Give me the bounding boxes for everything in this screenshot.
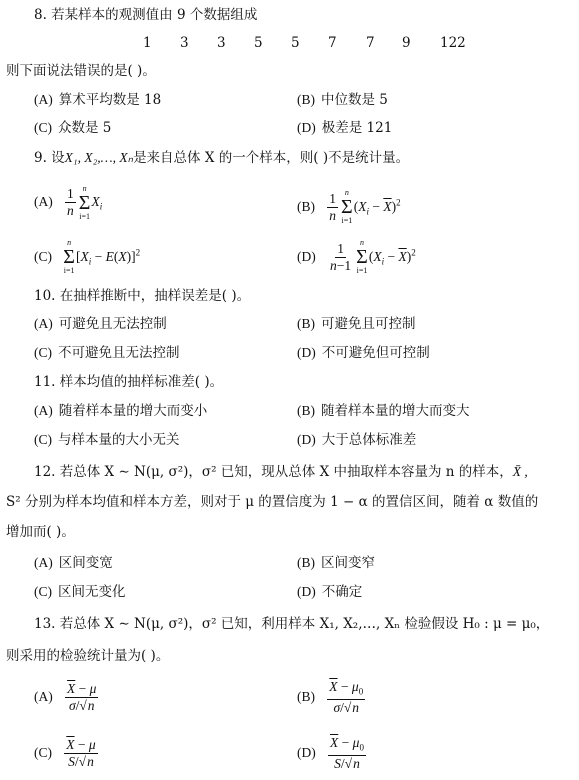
q9-option-c: (C) n Σ i=1 $[X_i - E(X)]^2$ [34, 238, 141, 275]
q10-option-b: (B) 可避免且可控制 [297, 316, 416, 332]
q8-option-d: (D) 极差是 121 [297, 120, 393, 136]
q8-line2: 则下面说法错误的是( )。 [6, 63, 156, 79]
q13-option-d: (D) $\frac{\overline{X} - \mu_0}{S/√n}$ [297, 734, 364, 772]
q12-option-b: (B) 区间变窄 [297, 555, 375, 571]
q8-option-a: (A) 算术平均数是 18 [34, 92, 162, 108]
q9-option-d: (D) $\frac{1}{n-1}$ n Σ i=1 $(X_i - \overline{X})^2$ [297, 238, 416, 275]
q9-option-b: (B) $\frac{1}{n}$ n Σ i=1 $(X_i - \overline{X})^2$ [297, 188, 401, 225]
q11-option-a: (A) 随着样本量的增大而变小 [34, 403, 208, 419]
q13-line1: 13. 若总体 X ∼ N(μ, σ²)，σ² 已知，利用样本 X₁, X₂,…, Xₙ 检验假设 H₀ : μ = μ₀， [34, 616, 550, 632]
q8-values [0, 33, 579, 53]
q8-value: 3 [217, 35, 226, 51]
q8-value: 122 [440, 35, 466, 51]
q8-value: 9 [402, 35, 411, 51]
q8-value: 5 [291, 35, 300, 51]
q8-value: 7 [328, 35, 337, 51]
q11-option-b: (B) 随着样本量的增大而变大 [297, 403, 470, 419]
q13-option-a: (A) $\frac{\overline{X} - \mu}{\sigma/√n}$ [34, 681, 97, 713]
q13-option-c: (C) $\frac{\overline{X} - \mu}{S/√n}$ [34, 737, 96, 769]
q8-value: 3 [180, 35, 189, 51]
q8-value: 7 [366, 35, 375, 51]
q11-stem: 11. 样本均值的抽样标准差( )。 [34, 374, 224, 390]
q9-option-a: (A) $\frac{1}{n}$ n Σ i=1 $X_i$ [34, 183, 103, 221]
q12-option-c: (C) 区间无变化 [34, 584, 126, 600]
q8-stem: 8. 若某样本的观测值由 9 个数据组成 [34, 7, 258, 23]
q11-option-d: (D) 大于总体标准差 [297, 432, 417, 448]
q10-option-d: (D) 不可避免但可控制 [297, 345, 430, 361]
q12-line3: 增加而( )。 [6, 524, 75, 540]
q12-option-d: (D) 不确定 [297, 584, 363, 600]
q13-line2: 则采用的检验统计量为( )。 [6, 648, 170, 664]
q8-value: 1 [143, 35, 152, 51]
q12-line1: 12. 若总体 X ∼ N(μ, σ²)，σ² 已知，现从总体 X 中抽取样本容量为 n 的样本，X̄ , [34, 464, 528, 480]
q13-option-b: (B) $\frac{\overline{X} - \mu_0}{\sigma/√n}$ [297, 678, 364, 716]
q8-option-c: (C) 众数是 5 [34, 120, 112, 136]
q10-stem: 10. 在抽样推断中，抽样误差是( )。 [34, 288, 251, 304]
q12-option-a: (A) 区间变宽 [34, 555, 113, 571]
q8-option-b: (B) 中位数是 5 [297, 92, 388, 108]
q10-option-c: (C) 不可避免且无法控制 [34, 345, 180, 361]
q12-line2: S² 分别为样本均值和样本方差，则对于 μ 的置信度为 1 − α 的置信区间，随着 α 数值的 [6, 494, 539, 510]
q10-option-a: (A) 可避免且无法控制 [34, 316, 167, 332]
q11-option-c: (C) 与样本量的大小无关 [34, 432, 180, 448]
q8-value: 5 [254, 35, 263, 51]
q9-stem: 9. 设X₁, X₂,…, Xₙ是来自总体 X 的一个样本，则( )不是统计量。 [34, 150, 410, 166]
